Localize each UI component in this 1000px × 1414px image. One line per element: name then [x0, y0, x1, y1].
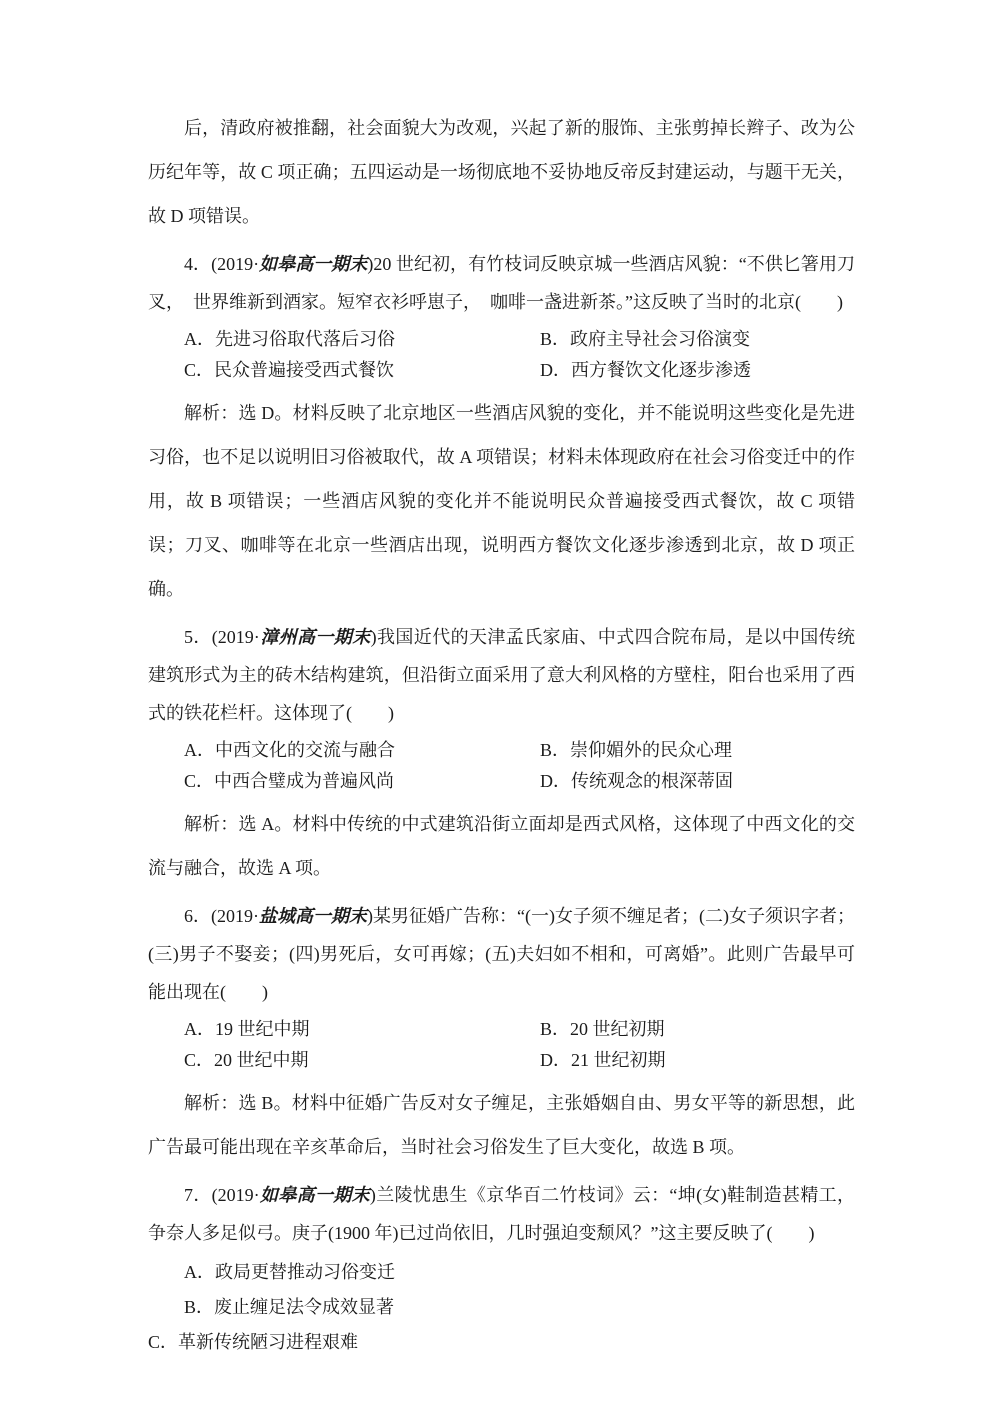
analysis-label: 解析： — [184, 403, 239, 423]
question-7-option-b: B．废止缠足法令成效显著 — [184, 1297, 395, 1317]
question-4-text: )20 世纪初，有竹枝词反映京城一些酒店风貌：“不供匕箸用刀叉， 世界维新到酒家。短窄衣衫呼崽子， 咖啡一盏进新茶。”这反映了当时的北京( ) — [148, 254, 855, 312]
question-4-analysis — [148, 391, 855, 611]
question-5-stem — [148, 618, 855, 732]
analysis-label: 解析： — [184, 814, 239, 834]
question-6-options-row-2 — [148, 1045, 855, 1076]
question-7-options — [148, 1255, 855, 1360]
question-4-options-row-1 — [148, 324, 855, 355]
question-4-option-a: A．先进习俗取代落后习俗 — [184, 329, 395, 349]
analysis-text: 选 A。材料中传统的中式建筑沿街立面却是西式风格，这体现了中西文化的交流与融合，故选 A 项。 — [148, 814, 856, 878]
question-5-option-a: A．中西文化的交流与融合 — [184, 740, 395, 760]
question-6-option-b: B．20 世纪初期 — [540, 1019, 665, 1039]
question-5-options — [148, 735, 855, 797]
question-7-stem — [148, 1176, 855, 1252]
question-6-options — [148, 1014, 855, 1076]
question-6-analysis — [148, 1081, 855, 1169]
question-7-option-c: C．革新传统陋习进程艰难 — [148, 1332, 359, 1352]
question-5-options-row-1 — [148, 735, 855, 766]
question-5-text: )我国近代的天津孟氏家庙、中式四合院布局，是以中国传统建筑形式为主的砖木结构建筑，但沿街立面采用了意大利风格的方壁柱，阳台也采用了西式的铁花栏杆。这体现了( ) — [148, 627, 856, 723]
question-6-option-a: A．19 世纪中期 — [184, 1019, 310, 1039]
question-4-options-row-2 — [148, 355, 855, 386]
question-5-options-row-2 — [148, 766, 855, 797]
question-5-source: 漳州高一期末 — [259, 627, 371, 647]
question-5-option-d: D．传统观念的根深蒂固 — [540, 771, 733, 791]
continued-analysis-paragraph: 后，清政府被推翻，社会面貌大为改观，兴起了新的服饰、主张剪掉长辫子、改为公历纪年等，故 C 项正确；五四运动是一场彻底地不妥协地反帝反封建运动，与题干无关，故 D 项错误。 — [148, 118, 855, 226]
question-6-text: )某男征婚广告称：“(一)女子须不缠足者；(二)女子须识字者；(三)男子不娶妾；(四)男死后，女可再嫁；(五)夫妇如不相和，可离婚”。此则广告最早可能出现在( ) — [148, 906, 855, 1002]
question-6-option-d: D．21 世纪初期 — [540, 1050, 666, 1070]
question-4-stem — [148, 245, 855, 321]
question-6-option-c: C．20 世纪中期 — [184, 1050, 309, 1070]
analysis-label: 解析： — [184, 1093, 239, 1113]
question-4-options — [148, 324, 855, 386]
question-6-options-row-1 — [148, 1014, 855, 1045]
question-5-analysis — [148, 802, 855, 890]
question-6-number-prefix: 6．(2019· — [184, 906, 259, 926]
question-4-option-d: D．西方餐饮文化逐步渗透 — [540, 360, 751, 380]
question-5-number-prefix: 5．(2019· — [184, 627, 260, 647]
question-7-text: )兰陵忧患生《京华百二竹枝词》云：“坤(女)鞋制造甚精工，争奈人多足似弓。庚子(1900 年)已过尚依旧，几时强迫变颓风？”这主要反映了( ) — [148, 1185, 855, 1243]
question-7-option-a: A．政局更替推动习俗变迁 — [184, 1262, 395, 1282]
question-5-option-b: B．崇仰媚外的民众心理 — [540, 740, 733, 760]
question-4-option-c: C．民众普遍接受西式餐饮 — [184, 360, 395, 380]
question-5-option-c: C．中西合璧成为普遍风尚 — [184, 771, 395, 791]
question-7-source: 如皋高一期末 — [259, 1185, 370, 1205]
analysis-text: 选 B。材料中征婚广告反对女子缠足，主张婚姻自由、男女平等的新思想，此广告最可能出现在辛亥革命后，当时社会习俗发生了巨大变化，故选 B 项。 — [148, 1093, 855, 1157]
question-6-source: 盐城高一期末 — [259, 906, 368, 926]
question-4-source: 如皋高一期末 — [259, 254, 368, 274]
question-4-number-prefix: 4．(2019· — [184, 254, 260, 274]
question-4-option-b: B．政府主导社会习俗演变 — [540, 329, 751, 349]
question-6-stem — [148, 897, 855, 1011]
analysis-text: 选 D。材料反映了北京地区一些酒店风貌的变化，并不能说明这些变化是先进习俗，也不足以说明旧习俗被取代，故 A 项错误；材料未体现政府在社会习俗变迁中的作用，故 B 项错误；一些酒店风貌的变化并不能说明民众普遍接受西式餐饮，故 C 项错误；刀叉、咖啡等在北京一些酒店出现，说明西方餐饮文化逐步渗透到北京，故 D 项正确。 — [148, 403, 856, 599]
question-7-number-prefix: 7．(2019· — [184, 1185, 260, 1205]
